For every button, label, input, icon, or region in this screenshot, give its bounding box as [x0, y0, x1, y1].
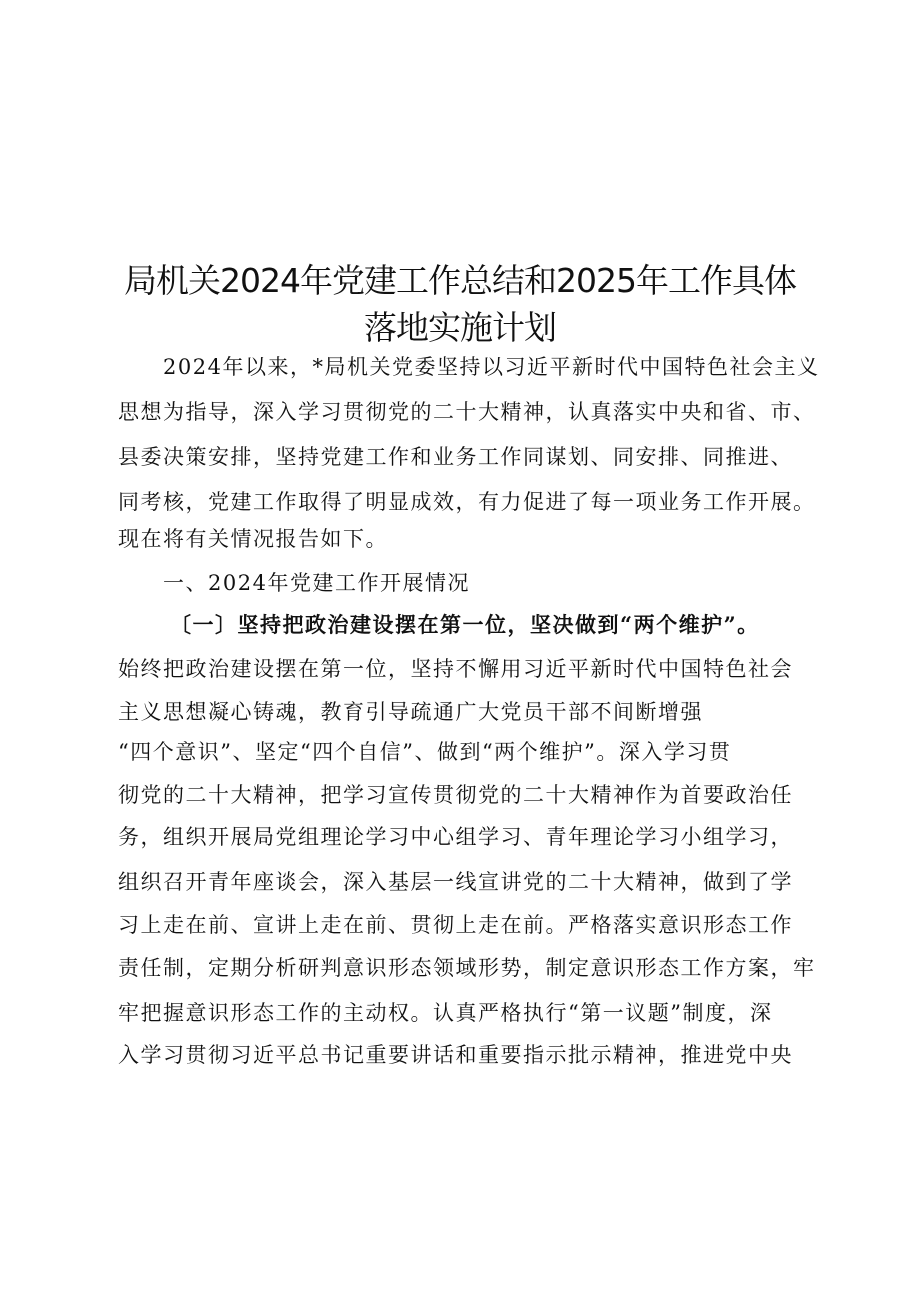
subsection-heading: 〔一〕坚持把政治建设摆在第一位，坚决做到“两个维护”。 [170, 612, 760, 637]
document-title-line-1: 局机关2024年党建工作总结和2025年工作具体 [124, 261, 796, 300]
section-heading: 一、2024年党建工作开展情况 [163, 571, 470, 595]
paragraph-line: 主义思想凝心铸魂，教育引导疏通广大党员干部不间断增强 [118, 700, 703, 724]
paragraph-line: 入学习贯彻习近平总书记重要讲话和重要指示批示精神，推进党中央 [118, 1043, 793, 1067]
document-title-line-2: 落地实施计划 [364, 308, 556, 347]
paragraph-line: 牢把握意识形态工作的主动权。认真严格执行“第一议题”制度，深 [118, 1001, 773, 1025]
paragraph-line: 习上走在前、宣讲上走在前、贯彻上走在前。严格落实意识形态工作 [118, 913, 793, 937]
paragraph-line: 组织召开青年座谈会，深入基层一线宣讲党的二十大精神，做到了学 [118, 870, 793, 894]
paragraph-line: 责任制，定期分析研判意识形态领域形势，制定意识形态工作方案，牢 [118, 956, 816, 980]
paragraph-line: 始终把政治建设摆在第一位，坚持不懈用习近平新时代中国特色社会 [118, 657, 793, 681]
paragraph-line: 现在将有关情况报告如下。 [118, 527, 388, 551]
paragraph-line: “四个意识”、坚定“四个自信”、做到“两个维护”。深入学习贯 [118, 740, 732, 764]
paragraph-line: 思想为指导，深入学习贯彻党的二十大精神，认真落实中央和省、市、 [118, 400, 816, 424]
paragraph-line: 2024年以来，*局机关党委坚持以习近平新时代中国特色社会主义 [163, 355, 820, 379]
paragraph-line: 同考核，党建工作取得了明显成效，有力促进了每一项业务工作开展。 [118, 490, 816, 514]
paragraph-line: 县委决策安排，坚持党建工作和业务工作同谋划、同安排、同推进、 [118, 445, 793, 469]
paragraph-line: 彻党的二十大精神，把学习宣传贯彻党的二十大精神作为首要政治任 [118, 783, 793, 807]
paragraph-line: 务，组织开展局党组理论学习中心组学习、青年理论学习小组学习， [118, 825, 793, 849]
